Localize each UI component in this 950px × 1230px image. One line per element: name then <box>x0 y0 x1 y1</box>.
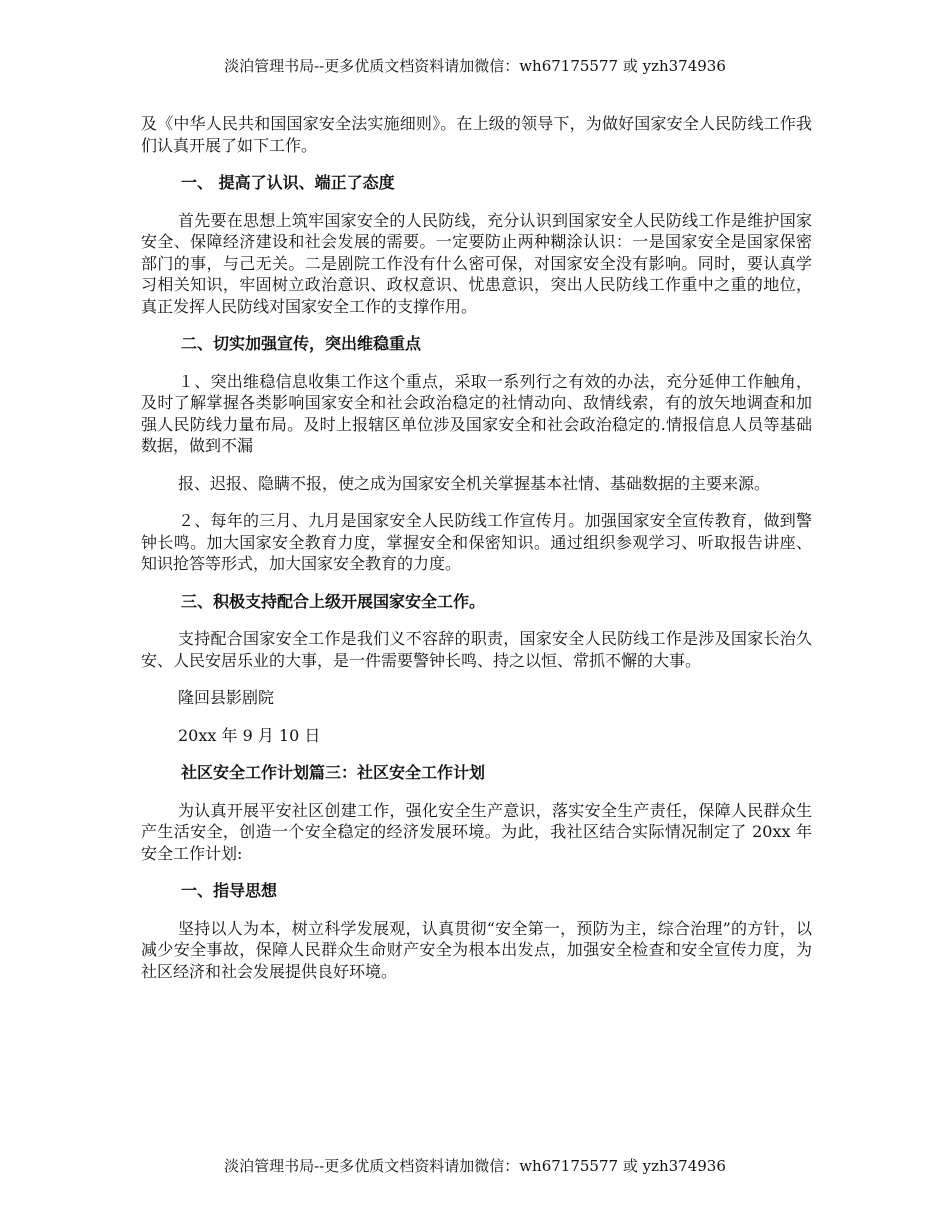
paragraph: 支持配合国家安全工作是我们义不容辞的职责，国家安全人民防线工作是涉及国家长治久安、人民安居乐业的大事，是一件需要警钟长鸣、持之以恒、常抓不懈的大事。 <box>141 629 812 670</box>
paragraph: 首先要在思想上筑牢国家安全的人民防线，充分认识到国家安全人民防线工作是维护国家安全、保障经济建设和社会发展的需要。一定要防止两种糊涂认识：一是国家安全是国家保密部门的事，与己无关。二是剧院工作没有什么密可保，对国家安全没有影响。同时，要认真学习相关知识，牢固树立政治意识、政权意识、忧患意识，突出人民防线工作重中之重的地位，真正发挥人民防线对国家安全工作的支撑作用。 <box>141 210 812 316</box>
paragraph: 及《中华人民共和国国家安全法实施细则》。在上级的领导下，为做好国家安全人民防线工作我们认真开展了如下工作。 <box>141 114 812 155</box>
article-title: 社区安全工作计划篇三：社区安全工作计划 <box>181 763 486 782</box>
paragraph: １、突出维稳信息收集工作这个重点，采取一系列行之有效的办法，充分延伸工作触角，及时了解掌握各类影响国家安全和社会政治稳定的社情动向、敌情线索，有的放矢地调查和加强人民防线力量布局。及时上报辖区单位涉及国家安全和社会政治稳定的.情报信息人员等基础数据，做到不漏 <box>141 371 812 455</box>
section-heading: 一、指导思想 <box>181 881 278 900</box>
page-footer: 淡泊管理书局--更多优质文档资料请加微信：wh67175577 或 yzh374936 <box>224 1157 726 1175</box>
paragraph: 坚持以人为本，树立科学发展观，认真贯彻“安全第一，预防为主，综合治理”的方针，以减少安全事故，保障人民群众生命财产安全为根本出发点，加强安全检查和安全宣传力度，为社区经济和社会发展提供良好环境。 <box>141 918 812 981</box>
section-heading: 二、切实加强宣传，突出维稳重点 <box>181 334 422 353</box>
document-body <box>141 113 812 998</box>
page-header: 淡泊管理书局--更多优质文档资料请加微信：wh67175577 或 yzh374936 <box>224 57 726 75</box>
paragraph: 为认真开展平安社区创建工作，强化安全生产意识，落实安全生产责任，保障人民群众生产生活安全，创造一个安全稳定的经济发展环境。为此，我社区结合实际情况制定了 20xx 年安全工作计划: <box>141 800 812 863</box>
paragraph: 报、迟报、隐瞒不报，使之成为国家安全机关掌握基本社情、基础数据的主要来源。 <box>178 473 771 493</box>
section-heading: 一、 提高了认识、端正了态度 <box>181 173 395 192</box>
section-heading: 三、积极支持配合上级开展国家安全工作。 <box>181 591 486 611</box>
signature: 隆回县影剧院 <box>178 688 275 707</box>
date: 20xx 年 9 月 10 日 <box>178 725 321 745</box>
paragraph: ２、每年的三月、九月是国家安全人民防线工作宣传月。加强国家安全宣传教育，做到警钟长鸣。加大国家安全教育力度，掌握安全和保密知识。通过组织参观学习、听取报告讲座、知识抢答等形式，加大国家安全教育的力度。 <box>141 511 812 573</box>
